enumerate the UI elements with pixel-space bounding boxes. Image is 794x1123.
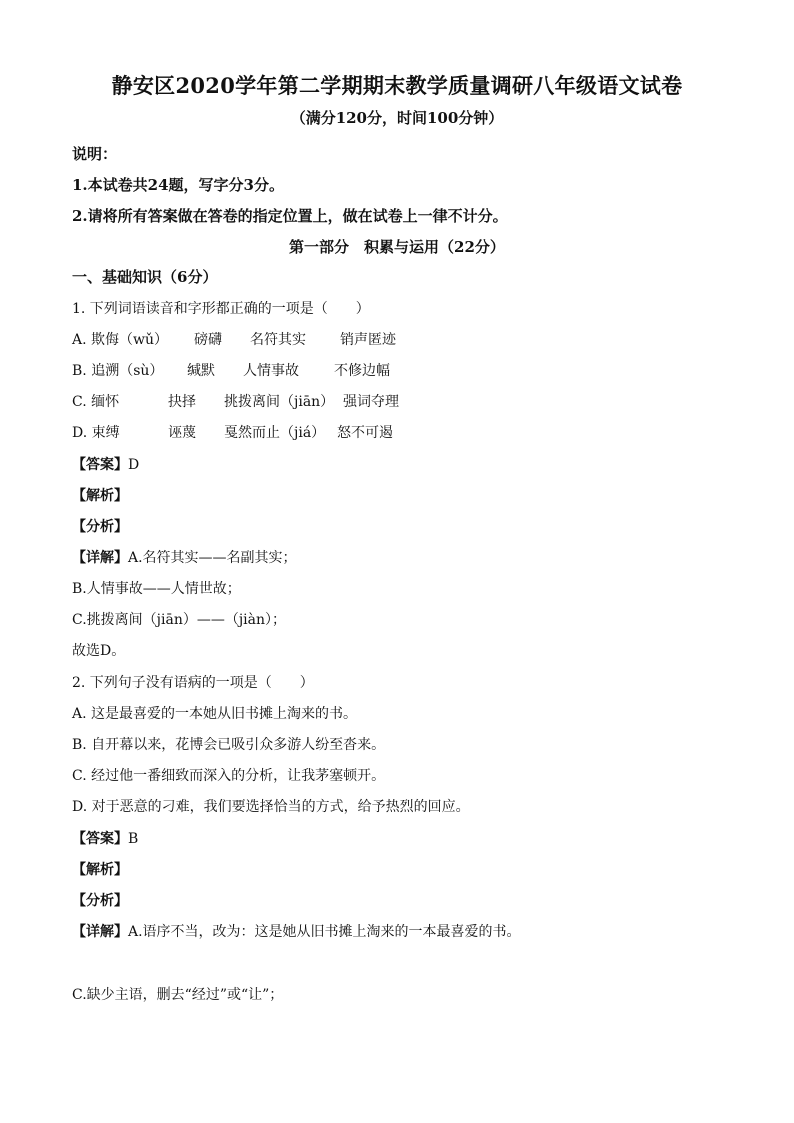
answer-value: D xyxy=(128,457,140,473)
question-stem: 1. 下列词语读音和字形都正确的一项是（ ） xyxy=(72,301,370,317)
question-option: C. 经过他一番细致而深入的分析，让我茅塞顿开。 xyxy=(72,768,386,784)
option-word: 抉择 xyxy=(168,394,196,410)
analysis-label: 【解析】 xyxy=(72,862,128,878)
fenxi-label: 【分析】 xyxy=(72,893,128,909)
exam-subtitle: （满分120分，时间100分钟） xyxy=(290,109,504,127)
instructions-heading: 说明： xyxy=(72,145,118,163)
detail-text: A.名符其实——名副其实； xyxy=(128,550,297,566)
detail-label: 【详解】 xyxy=(72,924,128,940)
option-word: 磅礴 xyxy=(194,332,222,348)
answer-line xyxy=(72,828,138,848)
option-word: 戛然而止（jiá） xyxy=(224,425,326,441)
answer-value: B xyxy=(128,831,139,847)
option-word: 名符其实 xyxy=(250,332,306,348)
option-word: 销声匿迹 xyxy=(340,332,396,348)
option-word: 挑拨离间（jiān） xyxy=(224,394,335,410)
detail-line xyxy=(72,547,297,567)
question-stem: 2. 下列句子没有语病的一项是（ ） xyxy=(72,675,314,691)
answer-label: 【答案】 xyxy=(72,831,128,847)
detail-text: C.挑拨离间（jiān）——（jiàn）； xyxy=(72,612,287,628)
answer-label: 【答案】 xyxy=(72,457,128,473)
question-option: D. 对于恶意的刁难，我们要选择恰当的方式，给予热烈的回应。 xyxy=(72,799,470,815)
question-option: B. 自开幕以来，花博会已吸引众多游人纷至沓来。 xyxy=(72,737,386,753)
instruction-item: 2.请将所有答案做在答卷的指定位置上，做在试卷上一律不计分。 xyxy=(72,207,508,225)
option-word: 怒不可遏 xyxy=(337,425,393,441)
fenxi-label: 【分析】 xyxy=(72,519,128,535)
detail-line xyxy=(72,921,521,941)
option-word: 缄默 xyxy=(187,363,215,379)
option-label: B. 追溯（sù） xyxy=(72,363,164,379)
section-heading: 一、基础知识（6分） xyxy=(72,268,218,286)
option-word: 人情事故 xyxy=(243,363,299,379)
instruction-item: 1.本试卷共24题，写字分3分。 xyxy=(72,176,284,194)
analysis-label: 【解析】 xyxy=(72,488,128,504)
option-word: 强词夺理 xyxy=(343,394,399,410)
detail-label: 【详解】 xyxy=(72,550,128,566)
option-label: A. 欺侮（wǔ） xyxy=(72,332,169,348)
detail-text: C.缺少主语，删去“经过”或“让”； xyxy=(72,987,284,1003)
detail-text: B.人情事故——人情世故； xyxy=(72,581,241,597)
option-label: C. 缅怀 xyxy=(72,394,120,410)
option-label: D. 束缚 xyxy=(72,425,120,441)
detail-text: A.语序不当，改为：这是她从旧书摊上淘来的一本最喜爱的书。 xyxy=(128,924,521,940)
detail-text: 故选D。 xyxy=(72,643,126,659)
option-word: 不修边幅 xyxy=(334,363,390,379)
answer-line xyxy=(72,454,139,474)
question-option: A. 这是最喜爱的一本她从旧书摊上淘来的书。 xyxy=(72,706,358,722)
part-title: 第一部分 积累与运用（22分） xyxy=(289,238,505,256)
exam-title: 静安区2020学年第二学期期末教学质量调研八年级语文试卷 xyxy=(111,73,683,98)
option-word: 诬蔑 xyxy=(168,425,196,441)
